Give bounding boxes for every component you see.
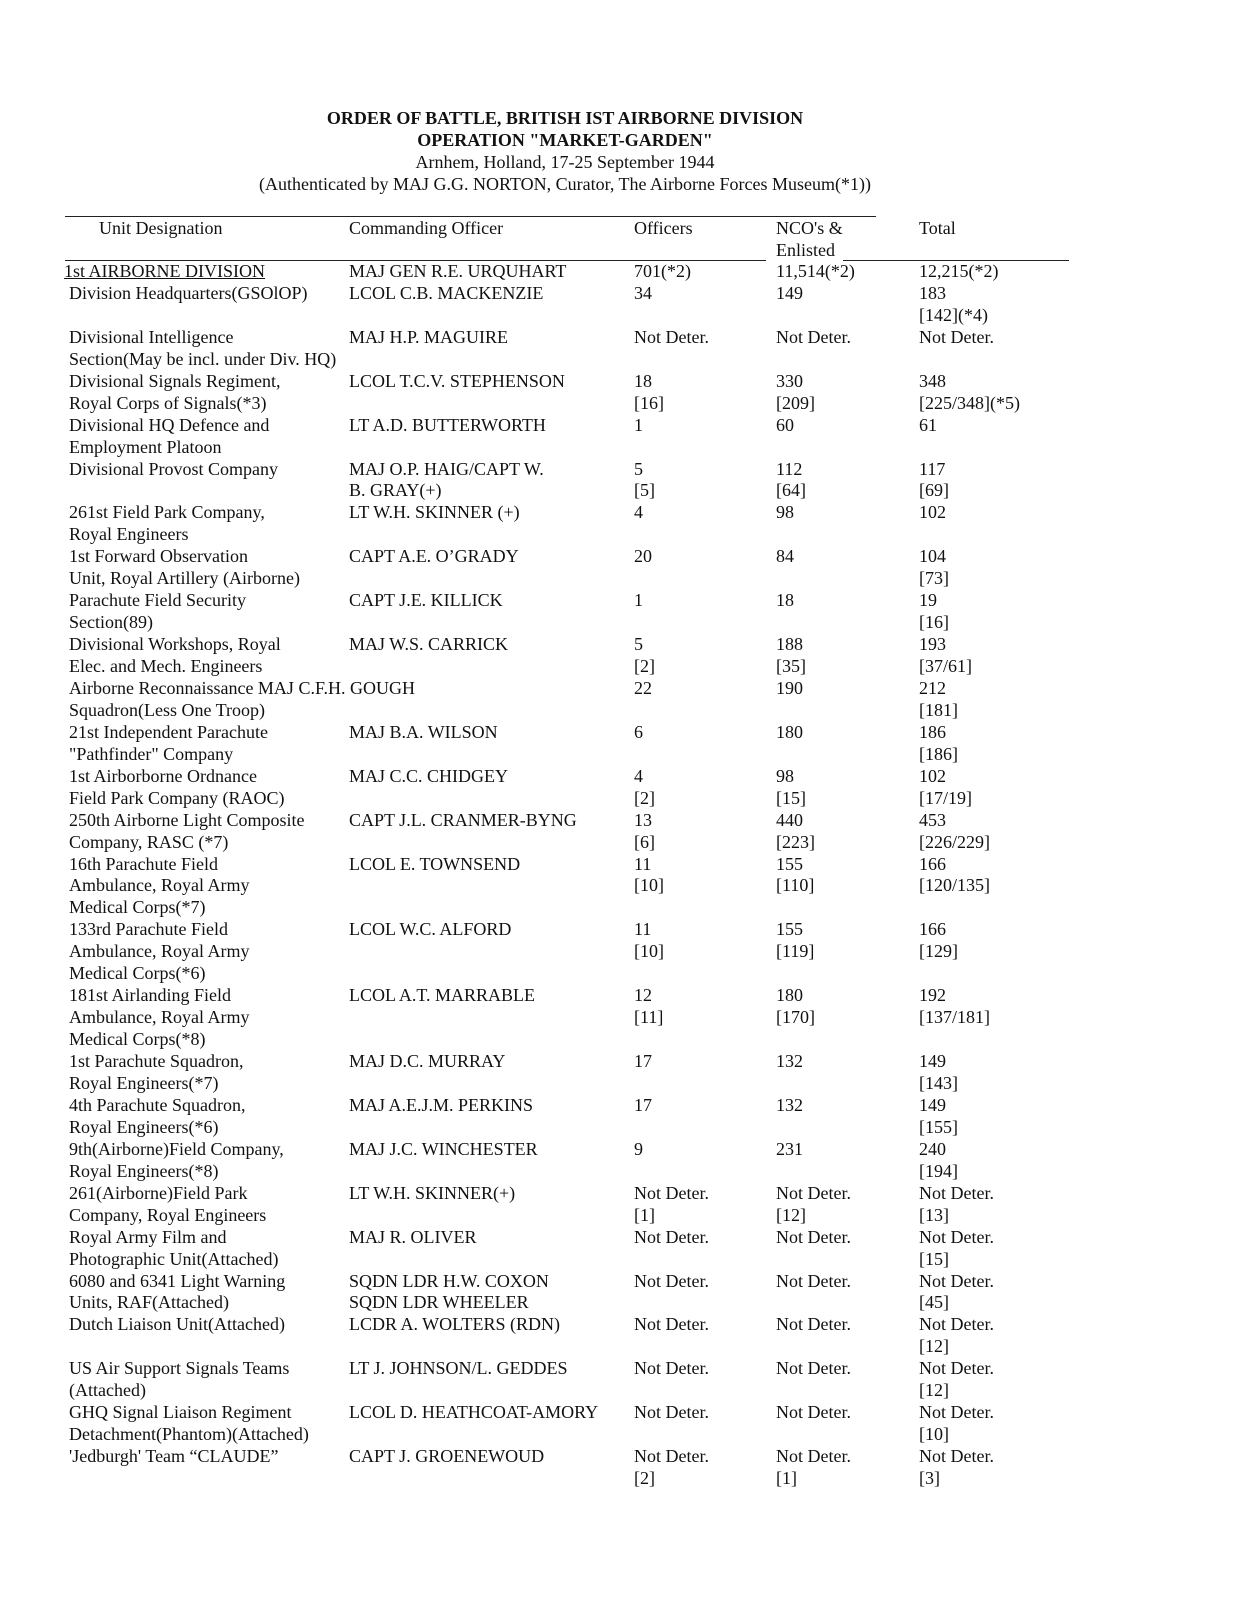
table-row: [0, 1227, 1236, 1271]
header-officers: Officers: [634, 218, 693, 238]
commanding-officer: LCDR A. WOLTERS (RDN): [349, 1314, 561, 1335]
table-row: [0, 810, 1236, 854]
header-nco-enlisted: NCO's & Enlisted: [776, 218, 843, 260]
officers-count: 9: [634, 1138, 643, 1159]
nco-enlisted-count: 98 [15]: [776, 765, 806, 808]
nco-enlisted-count: 132: [776, 1051, 803, 1072]
unit-designation: US Air Support Signals Teams (Attached): [69, 1358, 290, 1401]
unit-designation: Divisional Provost Company: [69, 458, 279, 479]
authentication-note: (Authenticated by MAJ G.G. NORTON, Curator, The Airborne Forces Museum(*1)): [259, 174, 871, 194]
unit-designation: Airborne Reconnaissance MAJ C.F.H. GOUGH Squadron(Less One Troop): [69, 677, 416, 720]
nco-enlisted-count: 231: [776, 1138, 803, 1159]
commanding-officer: LT A.D. BUTTERWORTH: [349, 414, 546, 435]
nco-enlisted-count: Not Deter.: [776, 326, 851, 347]
officers-count: 5 [2]: [634, 634, 655, 677]
table-row: [0, 327, 1236, 371]
table-row: [0, 1446, 1236, 1490]
unit-designation: 1st Parachute Squadron, Royal Engineers(*7): [69, 1051, 244, 1093]
total-count: Not Deter. [3]: [919, 1446, 994, 1489]
unit-designation: 'Jedburgh' Team “CLAUDE”: [69, 1446, 279, 1467]
commanding-officer: MAJ R. OLIVER: [349, 1226, 477, 1247]
total-count: 104 [73]: [919, 546, 949, 589]
total-count: Not Deter. [15]: [919, 1226, 994, 1269]
table-row: [0, 854, 1236, 920]
order-of-battle-table: [0, 261, 1236, 1490]
table-row: [0, 1314, 1236, 1358]
commanding-officer: LCOL E. TOWNSEND: [349, 853, 521, 874]
unit-designation: 181st Airlanding Field Ambulance, Royal Army Medical Corps(*8): [69, 985, 250, 1050]
unit-designation: Divisional Workshops, Royal Elec. and Mech. Engineers: [69, 634, 281, 677]
commanding-officer: LT W.H. SKINNER (+): [349, 502, 520, 523]
commanding-officer: CAPT J. GROENEWOUD: [349, 1446, 545, 1467]
commanding-officer: LCOL D. HEATHCOAT-AMORY: [349, 1402, 599, 1423]
commanding-officer: LCOL A.T. MARRABLE: [349, 985, 536, 1006]
total-count: 453 [226/229]: [919, 809, 990, 852]
total-count: 186 [186]: [919, 721, 958, 764]
commanding-officer: CAPT J.L. CRANMER-BYNG: [349, 809, 577, 830]
nco-enlisted-count: 112 [64]: [776, 458, 806, 501]
unit-designation: Dutch Liaison Unit(Attached): [69, 1314, 285, 1335]
total-count: 102: [919, 502, 946, 523]
table-row: [0, 415, 1236, 459]
unit-designation: 16th Parachute Field Ambulance, Royal Army Medical Corps(*7): [69, 853, 250, 918]
nco-enlisted-count: 330 [209]: [776, 370, 815, 413]
nco-enlisted-count: Not Deter.: [776, 1270, 851, 1291]
total-count: 212 [181]: [919, 677, 958, 720]
unit-designation: Division Headquarters(GSOlOP): [69, 282, 308, 303]
officers-count: 20: [634, 546, 652, 567]
header-unit: Unit Designation: [99, 218, 223, 238]
document-title: ORDER OF BATTLE, BRITISH IST AIRBORNE DIVISION: [326, 108, 804, 128]
officers-count: 17: [634, 1094, 652, 1115]
officers-count: 34: [634, 282, 652, 303]
table-row: [0, 766, 1236, 810]
total-count: 192 [137/181]: [919, 985, 990, 1028]
total-count: 166 [120/135]: [919, 853, 990, 896]
officers-count: Not Deter.: [634, 1402, 709, 1423]
officers-count: Not Deter. [2]: [634, 1446, 709, 1489]
total-count: 61: [919, 414, 937, 435]
total-count: Not Deter. [13]: [919, 1182, 994, 1225]
commanding-officer: CAPT J.E. KILLICK: [349, 590, 503, 611]
unit-designation: GHQ Signal Liaison Regiment Detachment(Phantom)(Attached): [69, 1402, 309, 1445]
officers-count: 13 [6]: [634, 809, 655, 852]
header-total: Total: [919, 218, 956, 238]
officers-count: 5 [5]: [634, 458, 655, 501]
total-count: 117 [69]: [919, 458, 949, 501]
unit-designation: Divisional Intelligence Section(May be incl. under Div. HQ): [69, 326, 337, 369]
commanding-officer: MAJ H.P. MAGUIRE: [349, 326, 509, 347]
unit-designation: 250th Airborne Light Composite Company, RASC (*7): [69, 809, 305, 852]
unit-designation: 6080 and 6341 Light Warning Units, RAF(Attached): [69, 1270, 286, 1313]
location-date: Arnhem, Holland, 17-25 September 1944: [415, 152, 715, 172]
total-count: Not Deter. [10]: [919, 1402, 994, 1445]
table-row: [0, 1139, 1236, 1183]
commanding-officer: MAJ D.C. MURRAY: [349, 1051, 506, 1072]
nco-enlisted-count: 11,514(*2): [776, 261, 855, 281]
nco-enlisted-count: 180: [776, 721, 803, 742]
commanding-officer: LCOL C.B. MACKENZIE: [349, 282, 544, 303]
table-row: [0, 283, 1236, 327]
table-row: [0, 546, 1236, 590]
total-count: Not Deter.: [919, 326, 994, 347]
commanding-officer: MAJ A.E.J.M. PERKINS: [349, 1094, 534, 1115]
total-count: 183 [142](*4): [919, 282, 988, 325]
officers-count: 701(*2): [634, 261, 691, 281]
officers-count: 11 [10]: [634, 853, 664, 896]
nco-enlisted-count: 98: [776, 502, 794, 523]
unit-designation: Royal Army Film and Photographic Unit(Attached): [69, 1226, 279, 1269]
table-row: [0, 502, 1236, 546]
nco-enlisted-count: 180 [170]: [776, 985, 815, 1028]
nco-enlisted-count: Not Deter.: [776, 1402, 851, 1423]
unit-designation: 1st Forward Observation Unit, Royal Artillery (Airborne): [69, 546, 300, 589]
table-row: [0, 919, 1236, 985]
commanding-officer: LT W.H. SKINNER(+): [349, 1182, 516, 1203]
unit-designation: Parachute Field Security Section(89): [69, 590, 246, 633]
total-count: Not Deter. [45]: [919, 1270, 994, 1313]
unit-designation: 9th(Airborne)Field Company, Royal Engineers(*8): [69, 1138, 284, 1181]
unit-designation: 261st Field Park Company, Royal Engineers: [69, 502, 265, 545]
officers-count: 12 [11]: [634, 985, 664, 1028]
table-row: [0, 371, 1236, 415]
table-row: [0, 1183, 1236, 1227]
officers-count: Not Deter. [1]: [634, 1182, 709, 1225]
officers-count: 1: [634, 590, 643, 611]
commanding-officer: LCOL T.C.V. STEPHENSON: [349, 370, 565, 391]
table-row: [0, 678, 1236, 722]
officers-count: Not Deter.: [634, 1314, 709, 1335]
operation-name: OPERATION "MARKET-GARDEN": [417, 130, 713, 150]
commanding-officer: CAPT A.E. O’GRADY: [349, 546, 519, 567]
table-row: [0, 590, 1236, 634]
nco-enlisted-count: 60: [776, 414, 794, 435]
commanding-officer: MAJ B.A. WILSON: [349, 721, 498, 742]
officers-count: 6: [634, 721, 643, 742]
total-count: 102 [17/19]: [919, 765, 972, 808]
nco-enlisted-count: Not Deter.: [776, 1358, 851, 1379]
total-count: 193 [37/61]: [919, 634, 972, 677]
total-count: 166 [129]: [919, 919, 958, 962]
unit-designation: Divisional Signals Regiment, Royal Corps of Signals(*3): [69, 370, 281, 413]
header-commanding-officer: Commanding Officer: [349, 218, 504, 238]
nco-enlisted-count: 149: [776, 282, 803, 303]
nco-enlisted-count: 440 [223]: [776, 809, 815, 852]
total-count: 348 [225/348](*5): [919, 370, 1020, 413]
commanding-officer: MAJ C.C. CHIDGEY: [349, 765, 509, 786]
unit-designation: Divisional HQ Defence and Employment Platoon: [69, 414, 270, 457]
table-row: [0, 722, 1236, 766]
officers-count: Not Deter.: [634, 326, 709, 347]
table-row: [0, 1095, 1236, 1139]
officers-count: 4 [2]: [634, 765, 655, 808]
commanding-officer: MAJ W.S. CARRICK: [349, 634, 509, 655]
table-row: [0, 459, 1236, 503]
unit-designation: 1st Airborborne Ordnance Field Park Company (RAOC): [69, 765, 285, 808]
total-count: 12,215(*2): [919, 261, 999, 281]
officers-count: Not Deter.: [634, 1226, 709, 1247]
nco-enlisted-count: 18: [776, 590, 794, 611]
nco-enlisted-count: 188 [35]: [776, 634, 806, 677]
nco-enlisted-count: Not Deter. [12]: [776, 1182, 851, 1225]
officers-count: Not Deter.: [634, 1358, 709, 1379]
officers-count: 4: [634, 502, 643, 523]
table-row: [0, 1051, 1236, 1095]
unit-designation: 133rd Parachute Field Ambulance, Royal Army Medical Corps(*6): [69, 919, 250, 984]
officers-count: 1: [634, 414, 643, 435]
nco-enlisted-count: Not Deter.: [776, 1314, 851, 1335]
commanding-officer: MAJ GEN R.E. URQUHART: [349, 261, 567, 281]
nco-enlisted-count: 155 [110]: [776, 853, 815, 896]
total-count: Not Deter. [12]: [919, 1314, 994, 1357]
nco-enlisted-count: 155 [119]: [776, 919, 815, 962]
table-row: [0, 1402, 1236, 1446]
total-count: 149 [143]: [919, 1051, 958, 1093]
officers-count: 17: [634, 1051, 652, 1072]
nco-enlisted-count: Not Deter.: [776, 1226, 851, 1247]
commanding-officer: LCOL W.C. ALFORD: [349, 919, 512, 940]
commanding-officer: LT J. JOHNSON/L. GEDDES: [349, 1358, 568, 1379]
unit-designation: 4th Parachute Squadron, Royal Engineers(*6): [69, 1094, 246, 1137]
officers-count: 11 [10]: [634, 919, 664, 962]
nco-enlisted-count: 84: [776, 546, 794, 567]
unit-designation: 261(Airborne)Field Park Company, Royal Engineers: [69, 1182, 267, 1225]
nco-enlisted-count: 132: [776, 1094, 803, 1115]
commanding-officer: MAJ O.P. HAIG/CAPT W. B. GRAY(+): [349, 458, 544, 501]
nco-enlisted-count: Not Deter. [1]: [776, 1446, 851, 1489]
officers-count: 18 [16]: [634, 370, 664, 413]
unit-designation: 21st Independent Parachute "Pathfinder" Company: [69, 721, 268, 764]
commanding-officer: MAJ J.C. WINCHESTER: [349, 1138, 538, 1159]
table-row: [0, 1271, 1236, 1315]
total-count: 149 [155]: [919, 1094, 958, 1137]
officers-count: Not Deter.: [634, 1270, 709, 1291]
table-row: [0, 261, 1236, 283]
table-row: [0, 1358, 1236, 1402]
unit-designation: 1st AIRBORNE DIVISION: [64, 261, 266, 281]
total-count: Not Deter. [12]: [919, 1358, 994, 1401]
table-row: [0, 985, 1236, 1051]
officers-count: 22: [634, 677, 652, 698]
table-row: [0, 634, 1236, 678]
commanding-officer: SQDN LDR H.W. COXON SQDN LDR WHEELER: [349, 1270, 549, 1313]
nco-enlisted-count: 190: [776, 677, 803, 698]
total-count: 240 [194]: [919, 1138, 958, 1181]
total-count: 19 [16]: [919, 590, 949, 633]
